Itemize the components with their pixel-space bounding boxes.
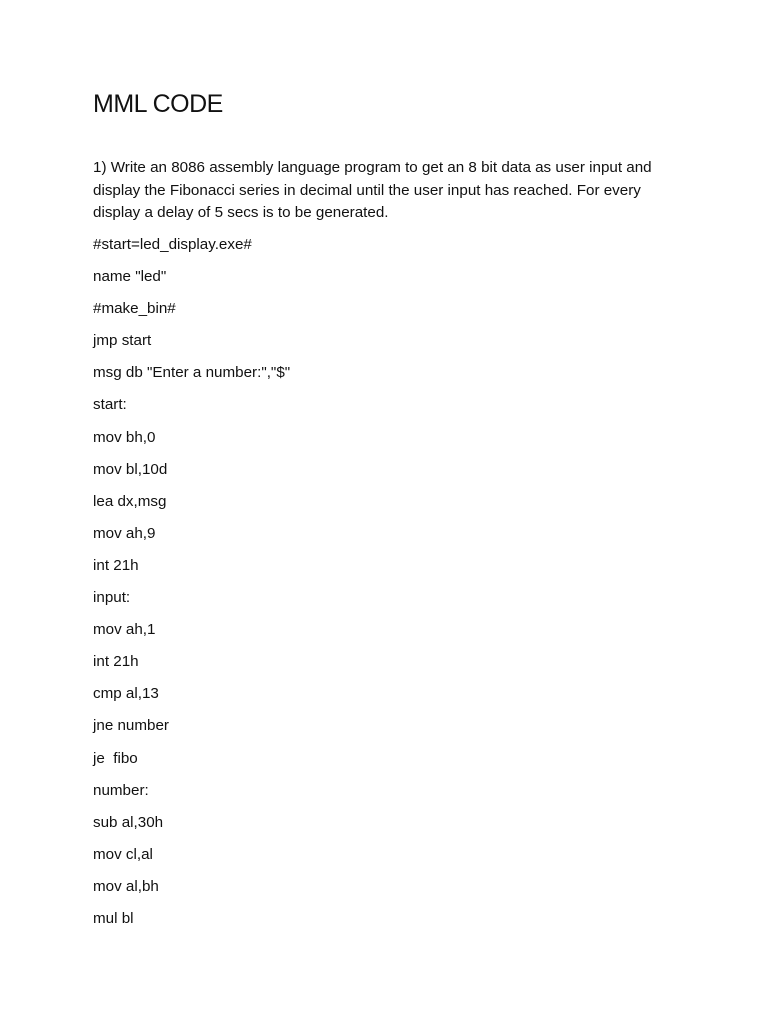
- code-line: #start=led_display.exe#: [93, 236, 252, 253]
- code-line: mov al,bh: [93, 877, 159, 895]
- code-line: mov ah,9: [93, 524, 156, 542]
- code-line: start:: [93, 396, 127, 414]
- code-line: int 21h: [93, 653, 139, 671]
- code-line: int 21h: [93, 556, 139, 574]
- code-line: name "led": [93, 268, 167, 286]
- code-line: cmp al,13: [93, 685, 159, 703]
- code-line: mov ah,1: [93, 621, 156, 639]
- code-line: mul bl: [93, 909, 134, 927]
- code-line: number:: [93, 781, 149, 799]
- code-line: jne number: [93, 717, 169, 735]
- code-line: #make_bin#: [93, 300, 176, 318]
- document-title: MML CODE: [93, 90, 223, 118]
- question-text: 1) Write an 8086 assembly language program to get an 8 bit data as user input and display the Fibonacci series in decimal until the user input has reached. For every display a delay of 5 secs is to be generated.: [93, 159, 652, 221]
- code-line: msg db "Enter a number:","$": [93, 364, 291, 382]
- code-line: mov cl,al: [93, 845, 153, 863]
- code-line: lea dx,msg: [93, 492, 167, 510]
- code-listing: [93, 229, 290, 935]
- code-line: mov bh,0: [93, 428, 156, 446]
- code-line: mov bl,10d: [93, 460, 168, 478]
- code-line: je fibo: [93, 749, 138, 767]
- code-line: sub al,30h: [93, 813, 164, 831]
- code-line: jmp start: [93, 332, 152, 350]
- code-line: input:: [93, 589, 131, 607]
